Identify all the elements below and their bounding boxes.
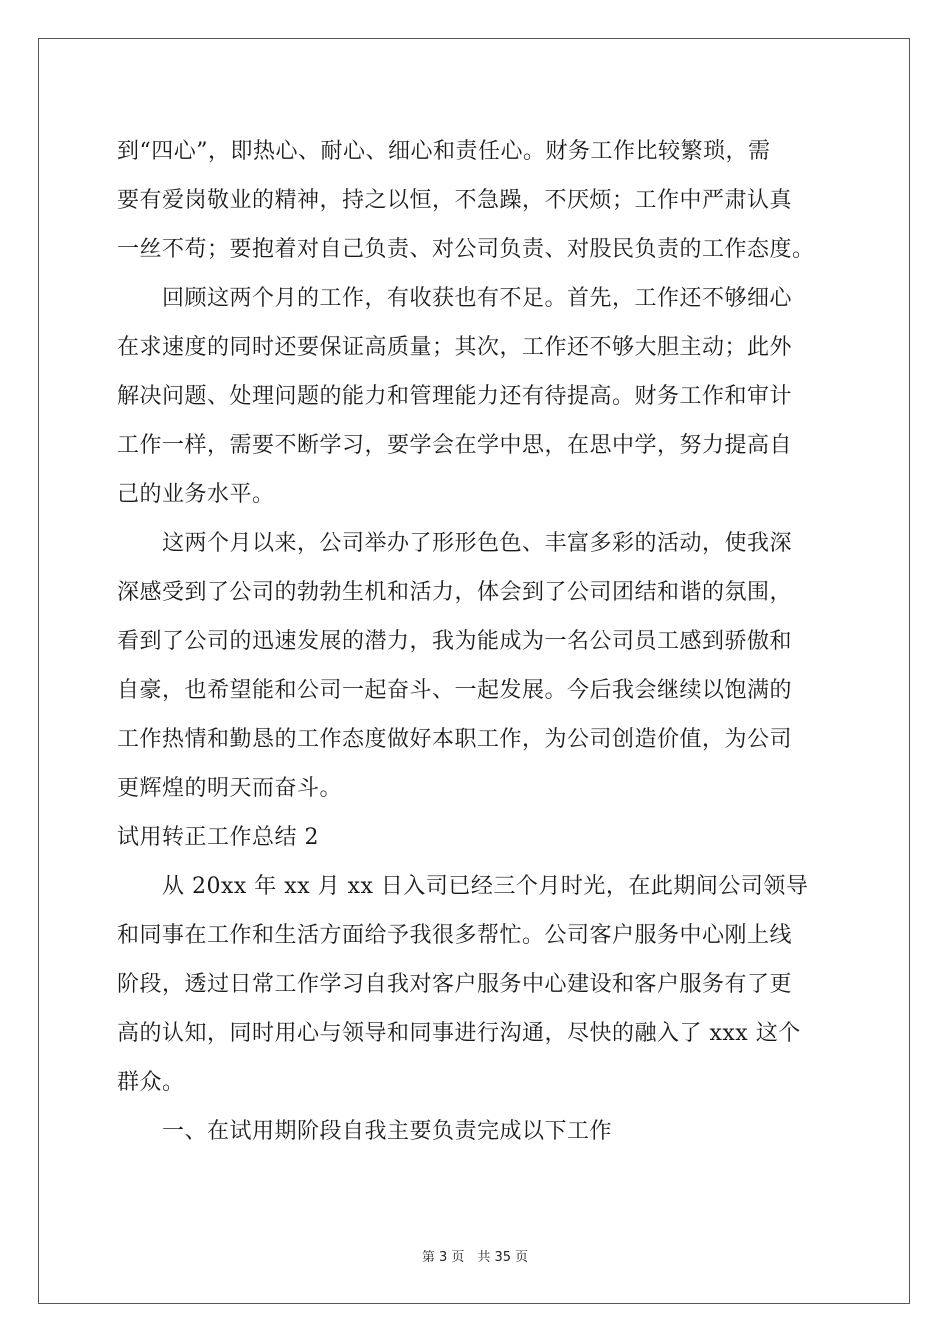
text-line: 一、在试用期阶段自我主要负责完成以下工作 xyxy=(117,1119,613,1144)
text-line: 要有爱岗敬业的精神，持之以恒，不急躁，不厌烦；工作中严肃认真 xyxy=(117,188,793,213)
text-line: 一丝不苟；要抱着对自己负责、对公司负责、对股民负责的工作态度。 xyxy=(117,237,815,262)
text-line: 在求速度的同时还要保证高质量；其次，工作还不够大胆主动；此外 xyxy=(117,335,793,360)
text-line: 从 20xx 年 xx 月 xx 日入司已经三个月时光，在此期间公司领导 xyxy=(117,874,809,899)
text-line: 更辉煌的明天而奋斗。 xyxy=(117,776,343,801)
text-line: 和同事在工作和生活方面给予我很多帮忙。公司客户服务中心刚上线 xyxy=(117,923,793,948)
text-line: 自豪，也希望能和公司一起奋斗、一起发展。今后我会继续以饱满的 xyxy=(117,678,793,703)
text-line: 看到了公司的迅速发展的潜力，我为能成为一名公司员工感到骄傲和 xyxy=(117,629,793,654)
text-line: 回顾这两个月的工作，有收获也有不足。首先，工作还不够细心 xyxy=(117,286,793,311)
document-body xyxy=(117,127,837,1156)
text-line: 到“四心”，即热心、耐心、细心和责任心。财务工作比较繁琐，需 xyxy=(117,139,771,164)
text-line: 工作热情和勤恳的工作态度做好本职工作，为公司创造价值，为公司 xyxy=(117,727,793,752)
text-line: 阶段，透过日常工作学习自我对客户服务中心建设和客户服务有了更 xyxy=(117,972,793,997)
text-line: 己的业务水平。 xyxy=(117,482,275,507)
text-line: 解决问题、处理问题的能力和管理能力还有待提高。财务工作和审计 xyxy=(117,384,793,409)
section-heading: 试用转正工作总结 2 xyxy=(117,825,319,850)
text-line: 深感受到了公司的勃勃生机和活力，体会到了公司团结和谐的氛围， xyxy=(117,580,793,605)
page-number-footer: 第 3 页 共 35 页 xyxy=(421,1250,529,1265)
text-line: 群众。 xyxy=(117,1070,185,1095)
text-line: 高的认知，同时用心与领导和同事进行沟通，尽快的融入了 xxx 这个 xyxy=(117,1021,801,1046)
text-line: 工作一样，需要不断学习，要学会在学中思，在思中学，努力提高自 xyxy=(117,433,793,458)
text-line: 这两个月以来，公司举办了形形色色、丰富多彩的活动，使我深 xyxy=(117,531,793,556)
